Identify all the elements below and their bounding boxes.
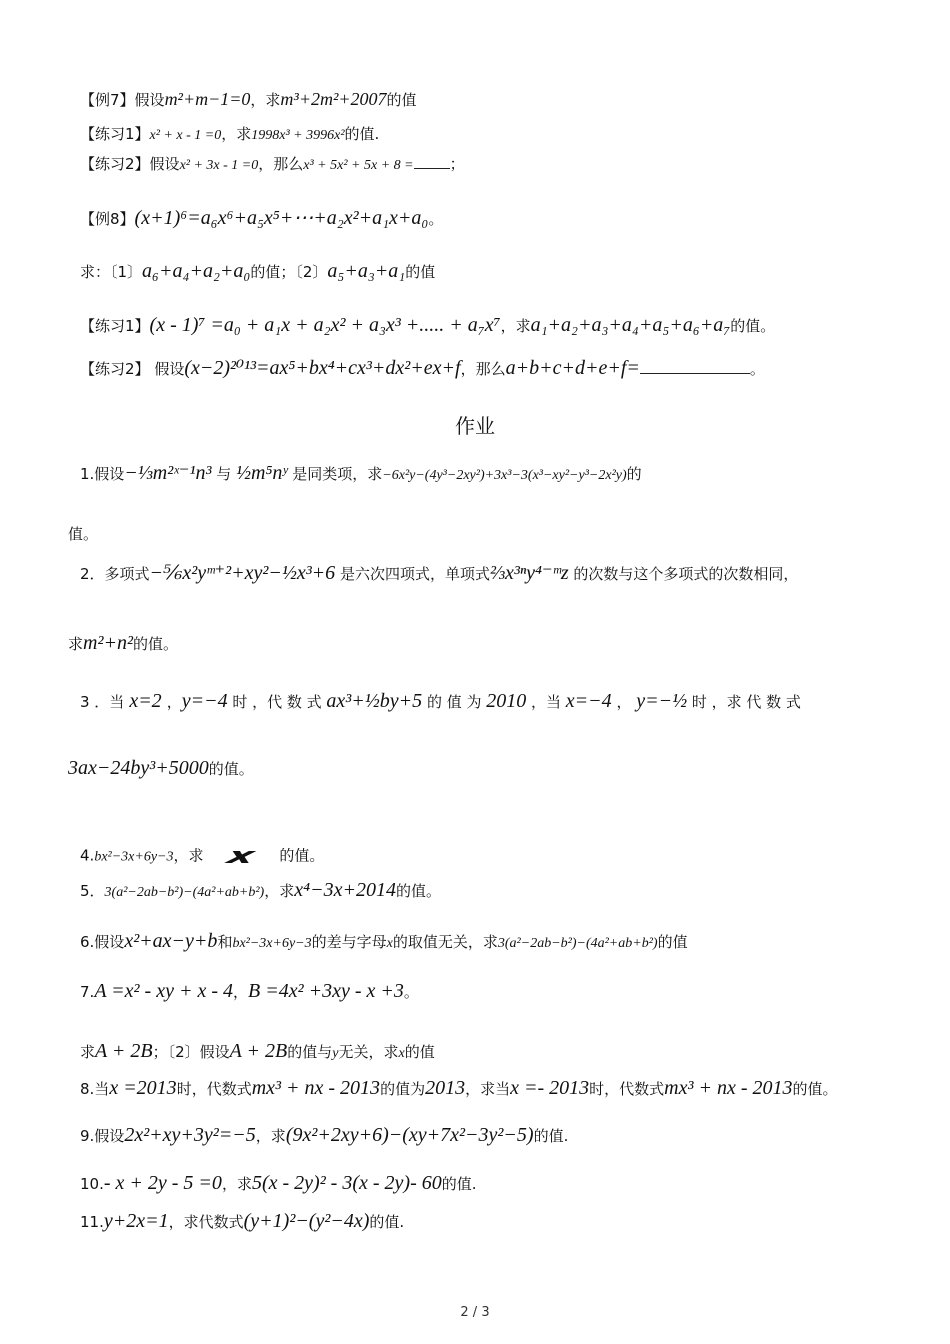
text: 时 ，代 数 式 xyxy=(227,693,327,711)
text: 的值. xyxy=(441,1175,477,1193)
formula: (y+1)²−(y²−4x) xyxy=(243,1210,370,1232)
text: ，那么 xyxy=(460,360,506,378)
text: 的值。 xyxy=(279,846,325,865)
homework-line-13 xyxy=(80,1122,890,1148)
text: ，求代数式 xyxy=(168,1213,244,1231)
formula: a₅+a₃+a₁ xyxy=(327,260,406,282)
text: 的值为 xyxy=(380,1080,426,1098)
homework-line-label: 10. xyxy=(80,1175,104,1193)
text: 的值 xyxy=(405,263,436,281)
formula: m²+m−1=0 xyxy=(164,89,251,109)
text: 的值. xyxy=(344,125,380,143)
text: ，当 xyxy=(526,693,566,711)
homework-line-label: 求 xyxy=(80,1043,96,1061)
example-line-label: 【练习1】 xyxy=(80,317,150,335)
text: 的值. xyxy=(533,1127,569,1145)
formula: x xyxy=(398,1046,405,1061)
formula: mx³ + nx - 2013 xyxy=(664,1077,793,1099)
example-line-3 xyxy=(80,155,890,175)
homework-line-label: 2．多项式 xyxy=(80,565,150,583)
formula: x⁴−3x+2014 xyxy=(294,879,396,901)
homework-line-2 xyxy=(68,525,890,545)
homework-line-9 xyxy=(80,928,890,954)
text: 时 ，求 代 数 式 xyxy=(687,693,801,711)
homework-line-label: 6.假设 xyxy=(80,933,125,951)
homework-line-6 xyxy=(68,755,890,781)
formula: x² + x - 1 =0 xyxy=(149,128,222,143)
example-line-label: 【练习1】 xyxy=(80,125,150,143)
text: 的 xyxy=(626,465,642,483)
homework-line-15 xyxy=(80,1208,890,1234)
homework-line-4 xyxy=(68,630,890,656)
homework-line-5 xyxy=(80,688,890,714)
homework-line-label: 8.当 xyxy=(80,1080,110,1098)
formula: x³ + 5x² + 5x + 8 = xyxy=(303,158,414,173)
formula: y xyxy=(332,1046,339,1061)
homework-line-label: 9.假设 xyxy=(80,1127,125,1145)
example-line-4 xyxy=(80,205,890,231)
homework-line-label: 3 ．当 xyxy=(80,693,125,711)
homework-line-label: 7. xyxy=(80,983,95,1001)
example-line-2 xyxy=(80,125,890,145)
text: 时，代数式 xyxy=(176,1080,252,1098)
text: 的值 xyxy=(404,1043,435,1061)
text: ， xyxy=(611,693,637,711)
formula: A =x² - xy + x - 4 xyxy=(94,980,233,1002)
formula: ½m⁵nʸ xyxy=(236,462,288,484)
text: 的取值无关，求 xyxy=(392,933,498,951)
example-line-7 xyxy=(80,355,890,381)
text: ，求 xyxy=(255,1127,286,1145)
text: ；〔2〕假设 xyxy=(152,1043,230,1061)
section-title: 作业 xyxy=(455,414,495,438)
text: 的值与 xyxy=(287,1043,333,1061)
text: 。 xyxy=(428,210,444,228)
formula: x²+ax−y+b xyxy=(124,930,218,952)
formula: 2013 xyxy=(425,1077,466,1099)
example-line-5 xyxy=(80,258,890,284)
formula: 2x²+xy+3y²=−5 xyxy=(124,1124,256,1146)
formula: x =2013 xyxy=(109,1077,177,1099)
text: 值。 xyxy=(68,525,99,543)
text: 的值。 xyxy=(395,882,441,900)
text: 的值. xyxy=(369,1213,405,1231)
formula: 1998x³ + 3996x² xyxy=(251,128,345,143)
text: 无关，求 xyxy=(338,1043,399,1061)
text: ，求 xyxy=(173,846,204,865)
homework-line-1 xyxy=(80,460,890,486)
text: ， xyxy=(166,693,182,711)
text: ， xyxy=(232,983,248,1001)
formula: a₁+a₂+a₃+a₄+a₅+a₆+a₇ xyxy=(530,314,731,336)
text: ，求 xyxy=(221,125,252,143)
formula: y=−4 xyxy=(181,690,228,712)
homework-line-8 xyxy=(80,877,890,903)
text: ，求 xyxy=(264,882,295,900)
homework-line-label: 求 xyxy=(68,635,84,653)
text: 的 值 为 xyxy=(422,693,487,711)
example-line-1 xyxy=(80,88,890,111)
text: 的值 xyxy=(386,91,417,109)
formula: A + 2B xyxy=(229,1040,288,1062)
formula: A + 2B xyxy=(95,1040,153,1062)
text: 和 xyxy=(217,933,233,951)
formula: (x+1)⁶=a₆x⁶+a₅x⁵+⋯+a₂x²+a₁x+a₀ xyxy=(134,207,429,229)
formula: bx²−3x+6y−3 xyxy=(232,936,312,951)
formula: y+2x=1 xyxy=(103,1210,169,1232)
text: 。 xyxy=(749,360,765,378)
text: 的值。 xyxy=(792,1080,838,1098)
answer-blank xyxy=(414,167,450,169)
text: 与 xyxy=(211,465,236,483)
text: ，那么 xyxy=(258,155,304,173)
formula: a+b+c+d+e+f= xyxy=(505,357,640,379)
formula: m²+n² xyxy=(83,632,133,654)
formula: 3(a²−2ab−b²)−(4a²+ab+b²) xyxy=(497,936,658,951)
homework-line-10 xyxy=(80,978,890,1004)
formula: B =4x² +3xy - x +3 xyxy=(248,980,404,1002)
homework-line-7 xyxy=(80,830,890,882)
formula: x =- 2013 xyxy=(510,1077,590,1099)
text: 是六次四项式，单项式 xyxy=(335,565,490,583)
text: 。 xyxy=(403,983,419,1001)
homework-line-label: 5． xyxy=(80,882,105,900)
example-line-label: 【练习2】 xyxy=(80,360,150,378)
formula: m³+2m²+2007 xyxy=(280,89,387,109)
text: 假设 xyxy=(134,91,165,109)
homework-line-3 xyxy=(80,560,890,586)
formula: −6x²y−(4y³−2xy²)+3x³−3(x³−xy²−y³−2x²y) xyxy=(382,468,627,483)
homework-line-label: 1.假设 xyxy=(80,465,125,483)
homework-line-14 xyxy=(80,1170,890,1196)
formula: y=−½ xyxy=(636,690,688,712)
formula: 3ax−24by³+5000 xyxy=(68,757,209,779)
example-line-label: 【练习2】 xyxy=(80,155,150,173)
example-line-label: 【例8】 xyxy=(80,210,135,228)
example-line-label: 【例7】 xyxy=(80,91,135,109)
text: 的值。 xyxy=(208,760,254,778)
text: 的值 xyxy=(657,933,688,951)
homework-line-label: 11. xyxy=(80,1213,104,1231)
formula: - x + 2y - 5 =0 xyxy=(103,1172,222,1194)
formula: x=−4 xyxy=(565,690,612,712)
example-line-6 xyxy=(80,312,890,338)
homework-line-label: 4. xyxy=(80,846,95,865)
answer-blank xyxy=(640,372,750,374)
text: 的值。 xyxy=(132,635,178,653)
text: 的差与字母 xyxy=(311,933,387,951)
formula: a₆+a₄+a₂+a₀ xyxy=(142,260,251,282)
formula: (x - 1)⁷ =a₀ + a₁x + a₂x² + a₃x³ +..... + a₇x⁷ xyxy=(149,314,501,336)
formula: −⅓m²ˣ⁻¹n³ xyxy=(124,462,212,484)
formula: bx²−3x+6y−3 xyxy=(94,849,174,865)
page-number: 2 / 3 xyxy=(460,1305,490,1320)
formula: (x−2)²⁰¹³=ax⁵+bx⁴+cx³+dx²+ex+f xyxy=(184,357,461,379)
formula: x=2 xyxy=(124,690,167,712)
text: ，求当 xyxy=(465,1080,511,1098)
example-line-label: 求：〔1〕 xyxy=(80,263,143,281)
formula: x² + 3x - 1 =0 xyxy=(179,158,259,173)
formula: ⅔x³ⁿy⁴⁻ᵐz xyxy=(489,562,569,584)
formula: 5(x - 2y)² - 3(x - 2y)- 60 xyxy=(251,1172,442,1194)
text: 假设 xyxy=(149,155,180,173)
text: 的次数与这个多项式的次数相同， xyxy=(568,565,799,583)
formula: ax³+½by+5 xyxy=(326,690,423,712)
formula: 2010 xyxy=(486,690,527,712)
formula-image: x xyxy=(223,843,258,869)
text: 是同类项，求 xyxy=(287,465,383,483)
homework-line-11 xyxy=(80,1038,890,1064)
text: 时，代数式 xyxy=(589,1080,665,1098)
text: 的值；〔2〕 xyxy=(250,263,328,281)
text: ； xyxy=(449,155,465,173)
text: 假设 xyxy=(149,360,185,378)
text: 的值。 xyxy=(730,317,776,335)
text: ，求 xyxy=(221,1175,252,1193)
homework-line-12 xyxy=(80,1075,890,1101)
formula: mx³ + nx - 2013 xyxy=(251,1077,381,1099)
formula: −⅚x²yᵐ⁺²+xy²−½x³+6 xyxy=(149,562,336,584)
text: ，求 xyxy=(500,317,531,335)
formula: (9x²+2xy+6)−(xy+7x²−3y²−5) xyxy=(285,1124,534,1146)
formula: 3(a²−2ab−b²)−(4a²+ab+b²) xyxy=(104,885,265,900)
formula: x xyxy=(386,936,393,951)
text: ，求 xyxy=(250,91,281,109)
